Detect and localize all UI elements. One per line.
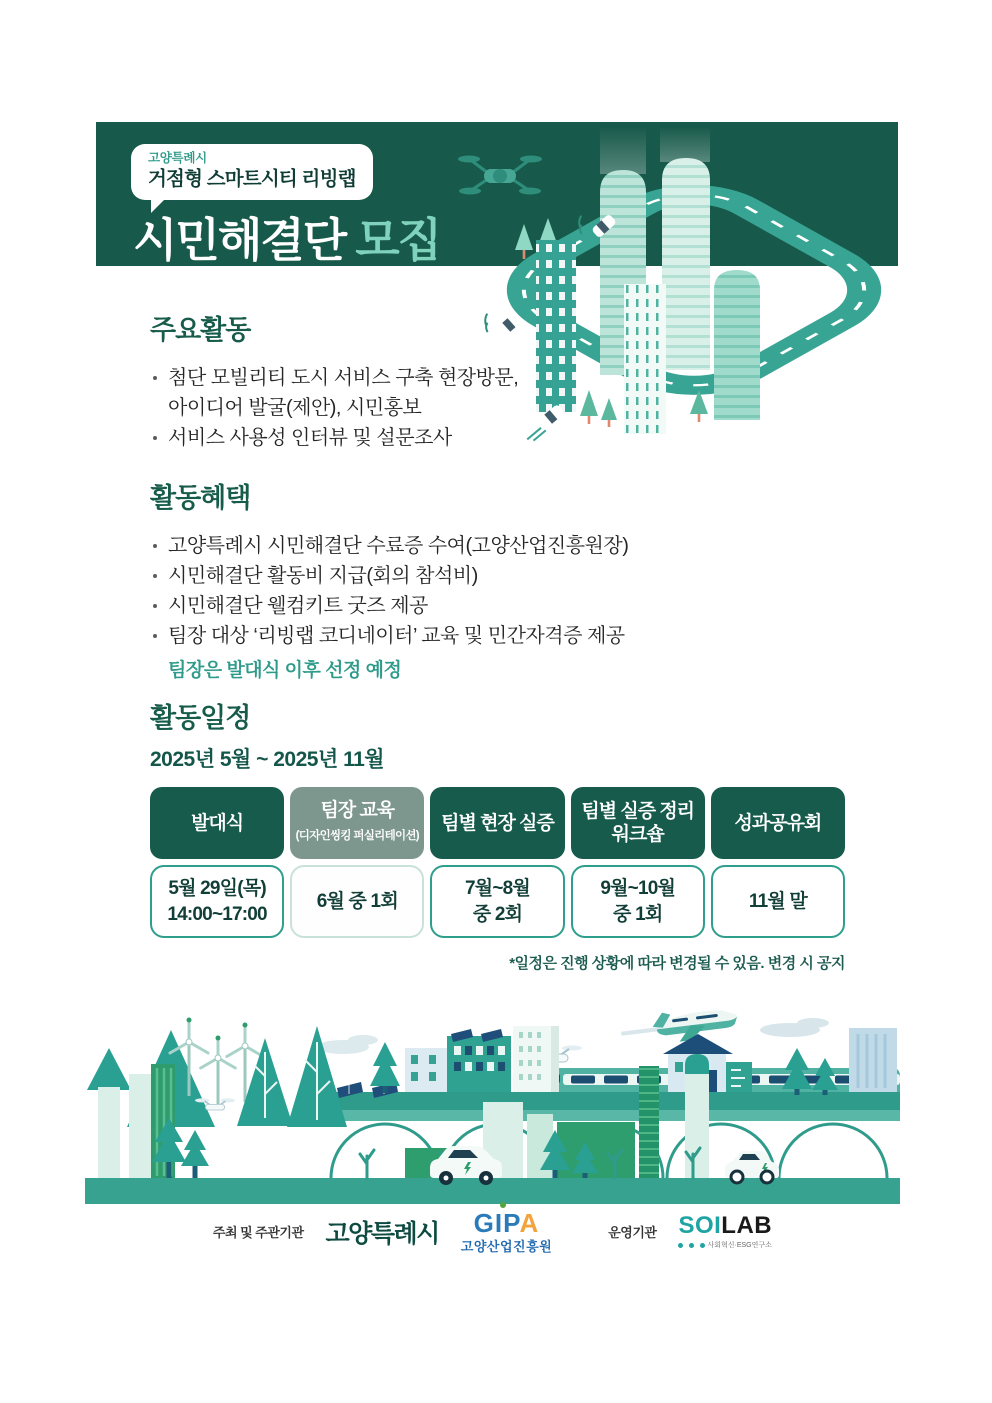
soilab-logo xyxy=(678,1214,772,1249)
host-label: 주최 및 주관기관 xyxy=(212,1225,304,1240)
soilab-dots-icon xyxy=(678,1243,683,1248)
title-accent: 모집 xyxy=(355,214,441,266)
section-schedule xyxy=(150,696,845,973)
badge-program: 거점형 스마트시티 리빙랩 xyxy=(148,167,356,190)
schedule-header-cell: 팀별 실증 정리 워크숍 xyxy=(571,787,705,859)
list-item: 팀장 대상 ‘리빙랩 코디네이터’ 교육 및 민간자격증 제공 xyxy=(150,621,750,651)
schedule-column xyxy=(571,787,705,938)
section-benefits xyxy=(150,476,750,682)
schedule-column xyxy=(150,787,284,938)
benefits-heading: 활동혜택 xyxy=(150,483,251,513)
schedule-column xyxy=(711,787,845,938)
schedule-body-cell: 7월~8월 중 2회 xyxy=(430,865,564,938)
badge-city: 고양특례시 xyxy=(148,151,207,165)
header-badge xyxy=(131,144,373,200)
activities-list xyxy=(150,363,750,453)
airplane-icon xyxy=(619,1004,739,1049)
schedule-header-cell: 팀별 현장 실증 xyxy=(430,787,564,859)
gipa-flower-icon xyxy=(500,1202,506,1208)
title-main: 시민해결단 xyxy=(133,214,346,266)
schedule-table xyxy=(150,787,845,938)
bottom-city-illustration xyxy=(85,990,900,1208)
schedule-column xyxy=(430,787,564,938)
benefits-subnote: 팀장은 발대식 이후 선정 예정 xyxy=(168,660,402,681)
list-item: 첨단 모빌리티 도시 서비스 구축 현장방문, 아이디어 발굴(제안), 시민홍보 xyxy=(150,363,750,423)
building xyxy=(405,1026,559,1092)
page-title xyxy=(133,204,440,270)
gipa-korean-name: 고양산업진흥원 xyxy=(460,1239,553,1254)
schedule-period: 2025년 5월 ~ 2025년 11월 xyxy=(150,748,385,771)
operator-label: 운영기관 xyxy=(608,1225,657,1240)
schedule-body-cell: 11월 말 xyxy=(711,865,845,938)
gipa-letter-a: A xyxy=(519,1208,540,1238)
goyang-city-logo: 고양특례시 xyxy=(325,1219,439,1248)
section-activities xyxy=(150,308,750,453)
schedule-body-cell: 5월 29일(목) 14:00~17:00 xyxy=(150,865,284,938)
soilab-soi-letters: SOI xyxy=(678,1212,722,1239)
list-item: 고양특례시 시민해결단 수료증 수여(고양산업진흥원장) xyxy=(150,531,750,561)
schedule-note: *일정은 진행 상황에 따라 변경될 수 있음. 변경 시 공지 xyxy=(509,955,845,972)
list-item: 시민해결단 활동비 지급(회의 참석비) xyxy=(150,561,750,591)
schedule-body-cell: 9월~10월 중 1회 xyxy=(571,865,705,938)
activities-heading: 주요활동 xyxy=(150,315,251,345)
list-item: 시민해결단 웰컴키트 굿즈 제공 xyxy=(150,591,750,621)
gipa-letters: GIP xyxy=(473,1208,520,1238)
schedule-header-cell: 성과공유회 xyxy=(711,787,845,859)
schedule-header-cell: 발대식 xyxy=(150,787,284,859)
schedule-heading: 활동일정 xyxy=(150,703,251,733)
list-item: 서비스 사용성 인터뷰 및 설문조사 xyxy=(150,423,750,453)
schedule-column xyxy=(290,787,424,938)
schedule-body-cell: 6월 중 1회 xyxy=(290,865,424,938)
drone-icon xyxy=(458,156,542,195)
gipa-logo xyxy=(461,1210,552,1253)
schedule-header-cell: 팀장 교육 (디자인씽킹 퍼실리테이션) xyxy=(290,787,424,859)
soilab-lab-letters: LAB xyxy=(721,1212,773,1239)
soilab-tagline: 사회혁신·ESG연구소 xyxy=(707,1241,772,1249)
ground-band xyxy=(85,1178,900,1204)
benefits-list xyxy=(150,531,750,651)
footer xyxy=(85,1210,900,1253)
